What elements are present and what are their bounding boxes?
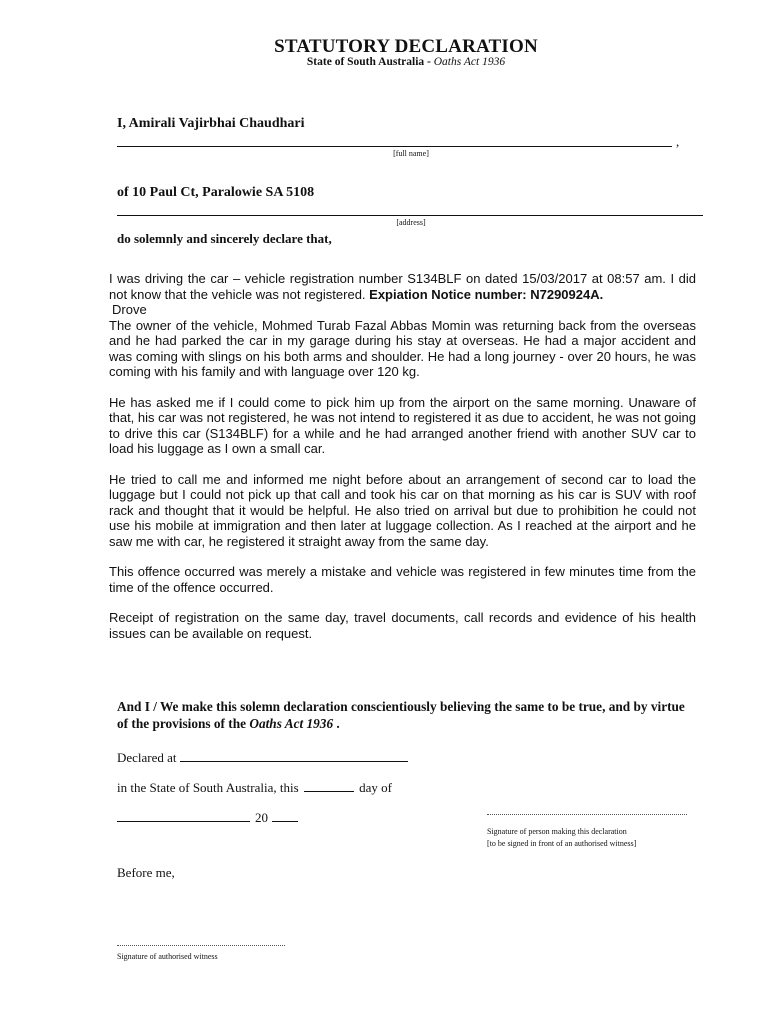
witness-signature-caption: Signature of authorised witness bbox=[117, 952, 218, 961]
year-prefix: 20 bbox=[255, 810, 268, 825]
declarant-name: I, Amirali Vajirbhai Chaudhari bbox=[117, 116, 305, 131]
declare-phrase: do solemnly and sincerely declare that, bbox=[117, 231, 332, 246]
declared-at-line bbox=[117, 749, 408, 766]
name-underline bbox=[117, 146, 672, 147]
declarant-caption-line-2: [to be signed in front of an authorised witness] bbox=[487, 839, 637, 848]
solemn-text: And I / We make this solemn declaration conscientiously believing the same to be true, and by virtue of the provisions of the bbox=[117, 699, 685, 731]
date-year-line bbox=[117, 809, 298, 826]
declared-at-blank[interactable] bbox=[180, 749, 408, 762]
declarant-signature-caption bbox=[487, 826, 636, 850]
month-blank[interactable] bbox=[117, 809, 250, 822]
address-underline bbox=[117, 215, 703, 216]
solemn-declaration bbox=[117, 698, 692, 732]
document-subtitle bbox=[0, 56, 768, 68]
name-comma: , bbox=[676, 134, 680, 149]
expiation-notice: Expiation Notice number: N7290924A. bbox=[369, 286, 604, 302]
document-title: STATUTORY DECLARATION bbox=[274, 36, 538, 57]
statement-paragraph-4: He tried to call me and informed me night before about an arrangement of second car to load the luggage but I could not pick up that call and took his car on that morning as his car is SUV with roof rack and thought that it would be helpful. He also tried on arrival but due to prohibition he could not use his mobile at immigration and then later at luggage collection. As I reached at the airport and he saw me with car, he registered it straight away from the same day. bbox=[109, 471, 696, 549]
year-blank[interactable] bbox=[272, 809, 298, 822]
statement-body bbox=[109, 271, 696, 656]
declarant-signature-line[interactable] bbox=[487, 814, 687, 815]
address-caption: [address] bbox=[396, 218, 426, 227]
statement-paragraph-6: Receipt of registration on the same day, travel documents, call records and evidence of his health issues can be available on request. bbox=[109, 610, 696, 641]
paragraph-1-text: I was driving the car – vehicle registration number S134BLF on dated 15/03/2017 at 08:57 am. I did not know that the vehicle was not registered. bbox=[109, 271, 696, 302]
subtitle-state: State of South Australia - bbox=[306, 56, 434, 68]
statement-paragraph-5: This offence occurred was merely a mistake and vehicle was registered in few minutes time from the time of the offence occurred. bbox=[109, 564, 696, 595]
full-name-caption: [full name] bbox=[393, 149, 429, 158]
statement-paragraph-1 bbox=[109, 271, 696, 302]
before-me: Before me, bbox=[117, 865, 175, 880]
statement-paragraph-2: The owner of the vehicle, Mohmed Turab Fazal Abbas Momin was returning back from the overseas and he had parked the car in my garage during his stay at overseas. He had a major accident and was coming with slings on his both arms and shoulder. He had a long journey - over 20 hours, he was coming with his family and with language over 120 kg. bbox=[109, 317, 696, 379]
declarant-caption-line-1: Signature of person making this declaration bbox=[487, 827, 627, 836]
declarant-address: of 10 Paul Ct, Paralowie SA 5108 bbox=[117, 185, 315, 200]
solemn-act: Oaths Act 1936 bbox=[249, 716, 334, 731]
day-blank[interactable] bbox=[304, 779, 354, 792]
witness-signature-line[interactable] bbox=[117, 945, 285, 946]
statement-drove: Drove bbox=[112, 302, 147, 317]
subtitle-act: Oaths Act 1936 bbox=[433, 56, 506, 68]
state-suffix: day of bbox=[359, 780, 392, 795]
declared-at-label: Declared at bbox=[117, 750, 177, 765]
state-prefix: in the State of South Australia, this bbox=[117, 780, 299, 795]
statement-paragraph-3: He has asked me if I could come to pick him up from the airport on the same morning. Unaware of that, his car was not registered, he was not intend to registered it as due to accident, he was not going to drive this car (S134BLF) for a while and he had arranged another friend with another SUV car to load his luggage as I own a small car. bbox=[109, 394, 696, 456]
solemn-end: . bbox=[333, 716, 340, 731]
state-day-line bbox=[117, 779, 392, 796]
